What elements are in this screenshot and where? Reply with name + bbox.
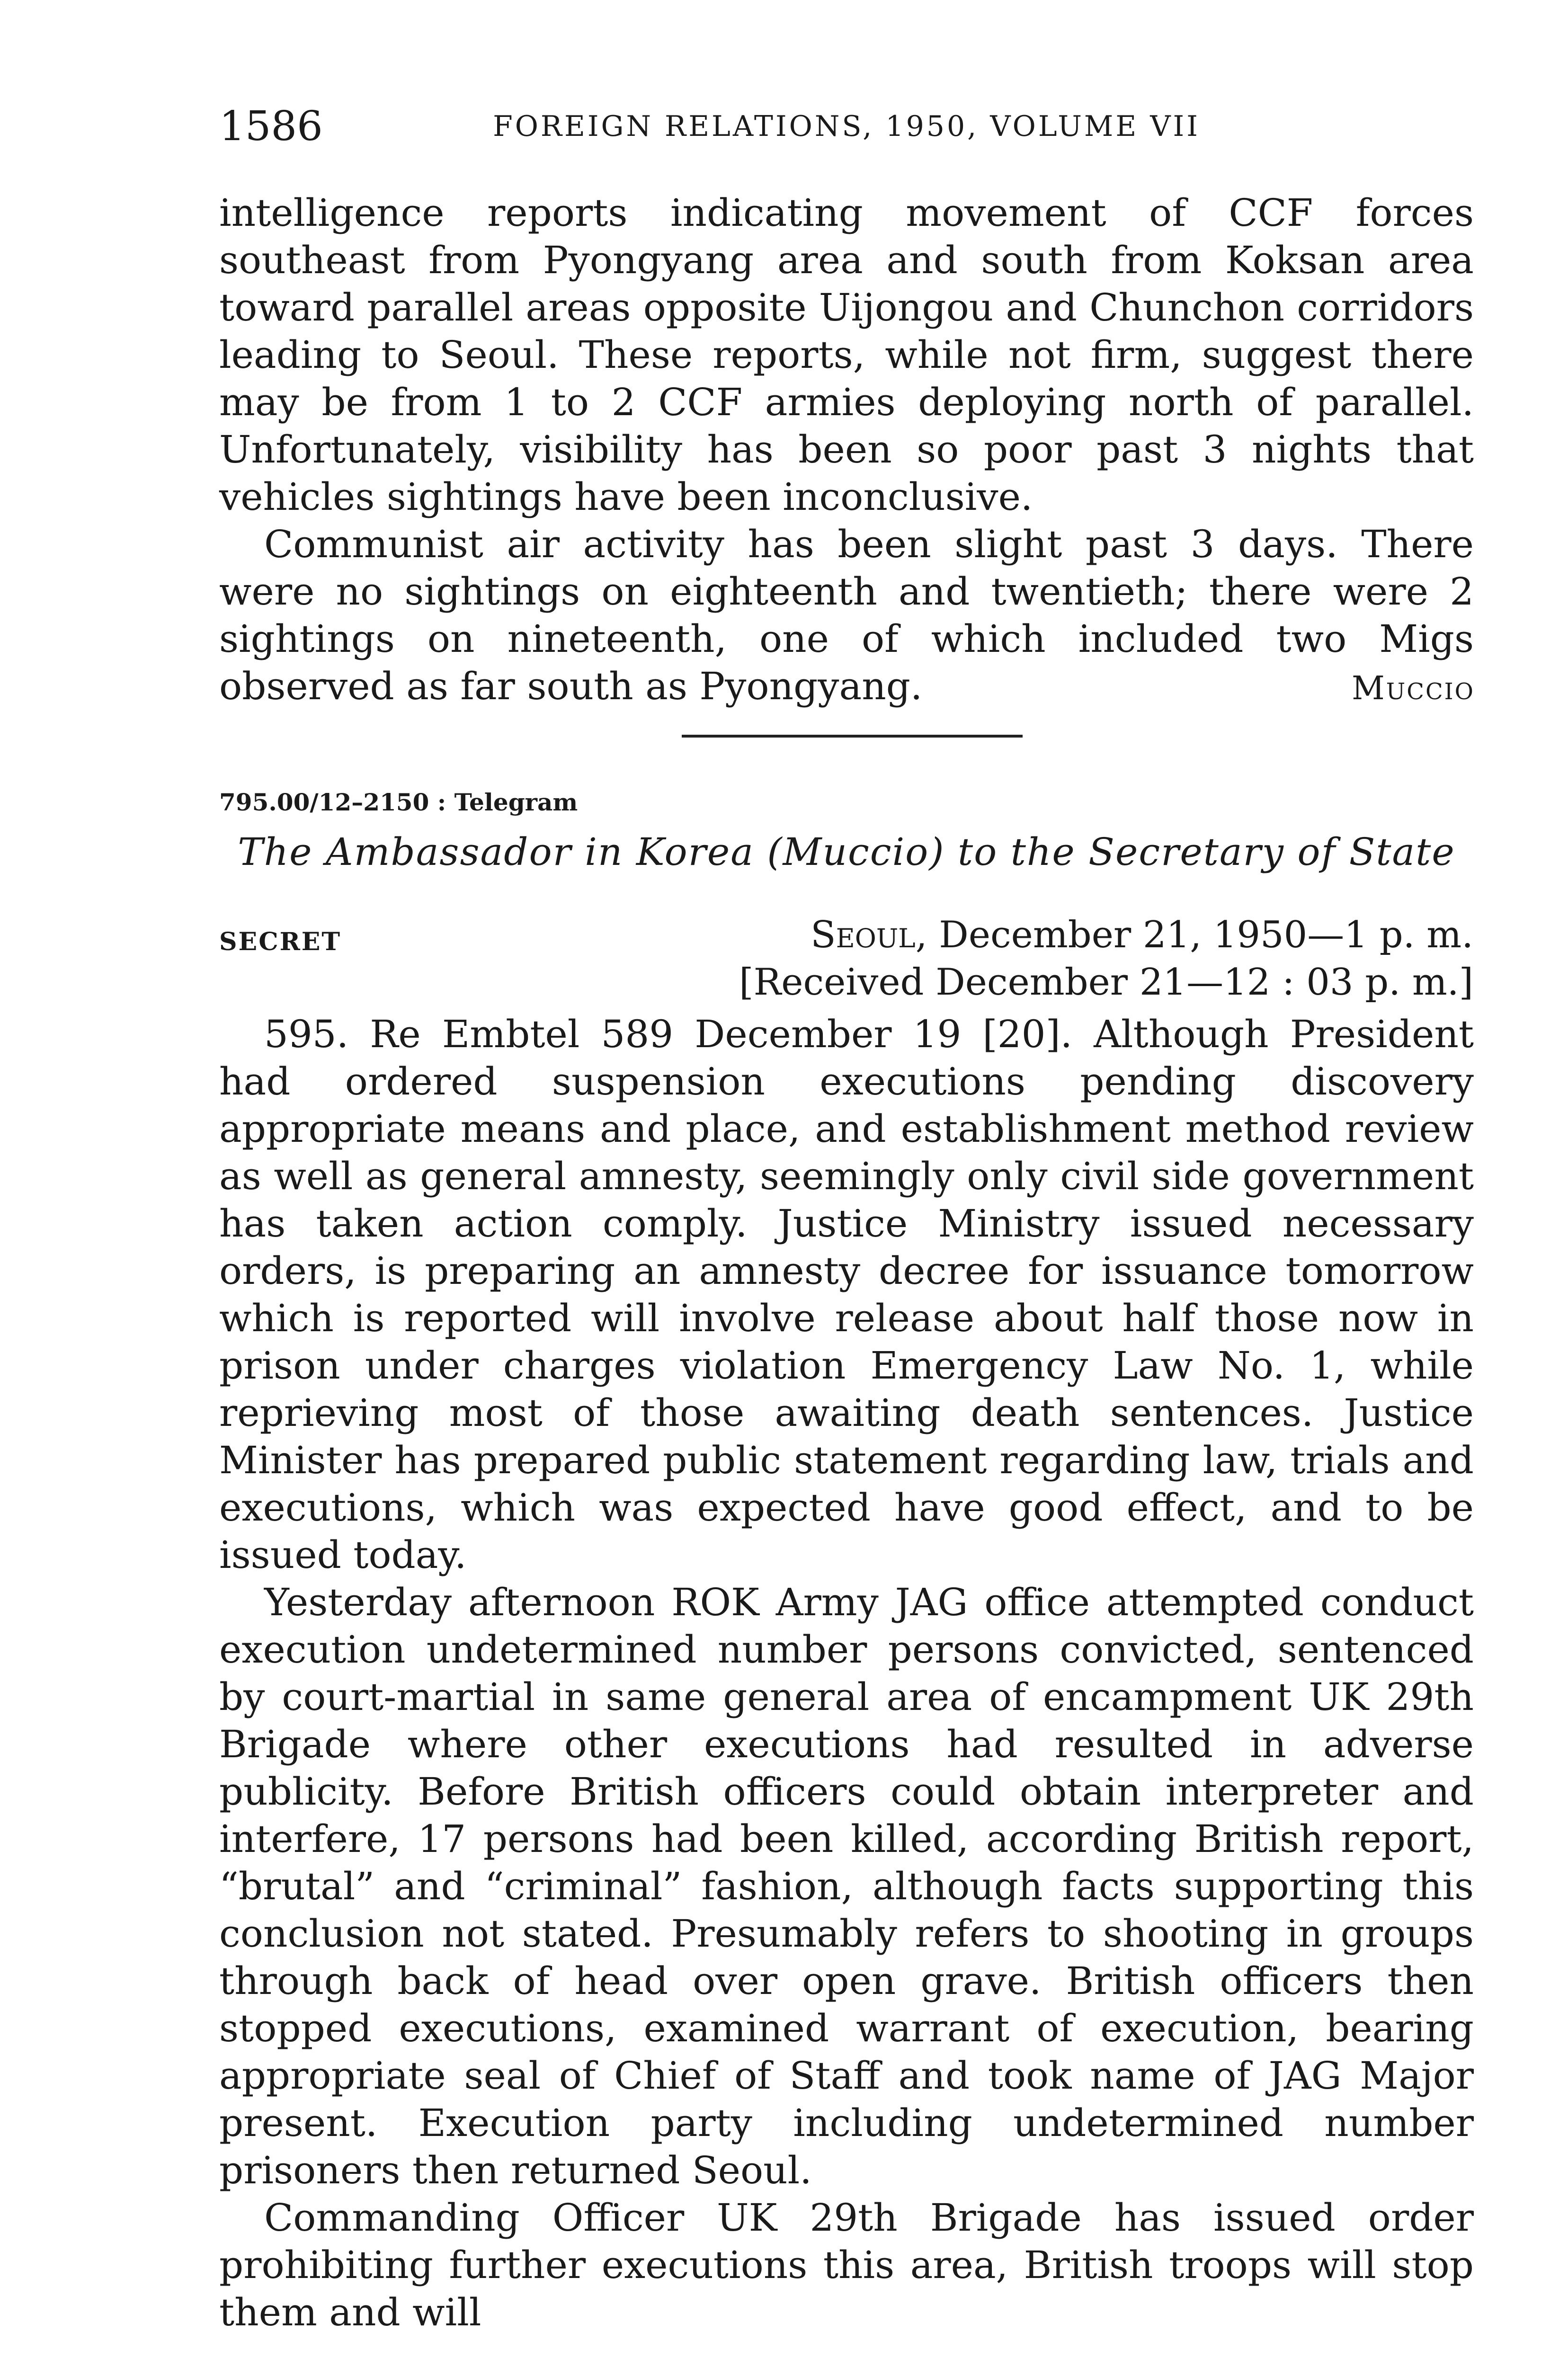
body-paragraph-3: Commanding Officer UK 29th Brigade has issued order prohibiting further executions this area, British troops will stop them and will (219, 2196, 1474, 2334)
document-title: The Ambassador in Korea (Muccio) to the Secretary of State (238, 830, 1455, 874)
continuation-text (219, 189, 1474, 710)
continuation-paragraph-1: intelligence reports indicating movement of CCF forces southeast from Pyongyang area and south from Koksan area toward parallel areas opposite Uijongou and Chunchon corridors leading to Seoul. These reports, while not firm, suggest there may be from 1 to 2 CCF armies deploying north of parallel. Unfortunately, visibility has been so poor past 3 nights that vehicles sightings have been inconclusive. (219, 191, 1474, 519)
page-header (219, 100, 1474, 152)
dateline-sent (739, 911, 1473, 959)
signature: Muccio (1352, 670, 1475, 707)
section-divider (682, 735, 1023, 738)
received-line: [Received December 21—12 : 03 p. m.] (739, 961, 1473, 1004)
dateline-date: December 21, 1950—1 p. m. (927, 914, 1473, 956)
dateline (739, 911, 1473, 1006)
telegram-body (219, 1011, 1474, 2336)
continuation-paragraph-2: Communist air activity has been slight past 3 days. There were no sightings on eighteenth and twentieth; there were 2 sightings on nineteenth, one of which included two Migs observed as far south as Pyongyang. (219, 522, 1474, 708)
body-paragraph-2: Yesterday afternoon ROK Army JAG office attempted conduct execution undetermined number persons convicted, sentenced by court-martial in same general area of encampment UK 29th Brigade where other executions had resulted in adverse publicity. Before British officers could obtain interpreter and interfere, 17 persons had been killed, according British report, “brutal” and “criminal” fashion, although facts supporting this conclusion not stated. Presumably refers to shooting in groups through back of head over open grave. British officers then stopped executions, examined warrant of execution, bearing appropriate seal of Chief of Staff and took name of JAG Major present. Execution party including undetermined number prisoners then returned Seoul. (219, 1580, 1474, 2192)
dateline-place: Seoul, (811, 914, 927, 956)
body-paragraph-1: 595. Re Embtel 589 December 19 [20]. Although President had ordered suspension executions pending discovery appropriate means and place, and establishment method review as well as general amnesty, seemingly only civil side government has taken action comply. Justice Ministry issued necessary orders, is preparing an amnesty decree for issuance tomorrow which is reported will involve release about half those now in prison under charges violation Emergency Law No. 1, while reprieving most of those awaiting death sentences. Justice Minister has prepared public statement regarding law, trials and executions, which was expected have good effect, and to be issued today. (219, 1012, 1474, 1577)
classification-label: SECRET (219, 927, 342, 956)
page-number: 1586 (219, 103, 323, 150)
file-number: 795.00/12–2150 : Telegram (219, 788, 578, 816)
running-head: FOREIGN RELATIONS, 1950, VOLUME VII (493, 110, 1200, 143)
